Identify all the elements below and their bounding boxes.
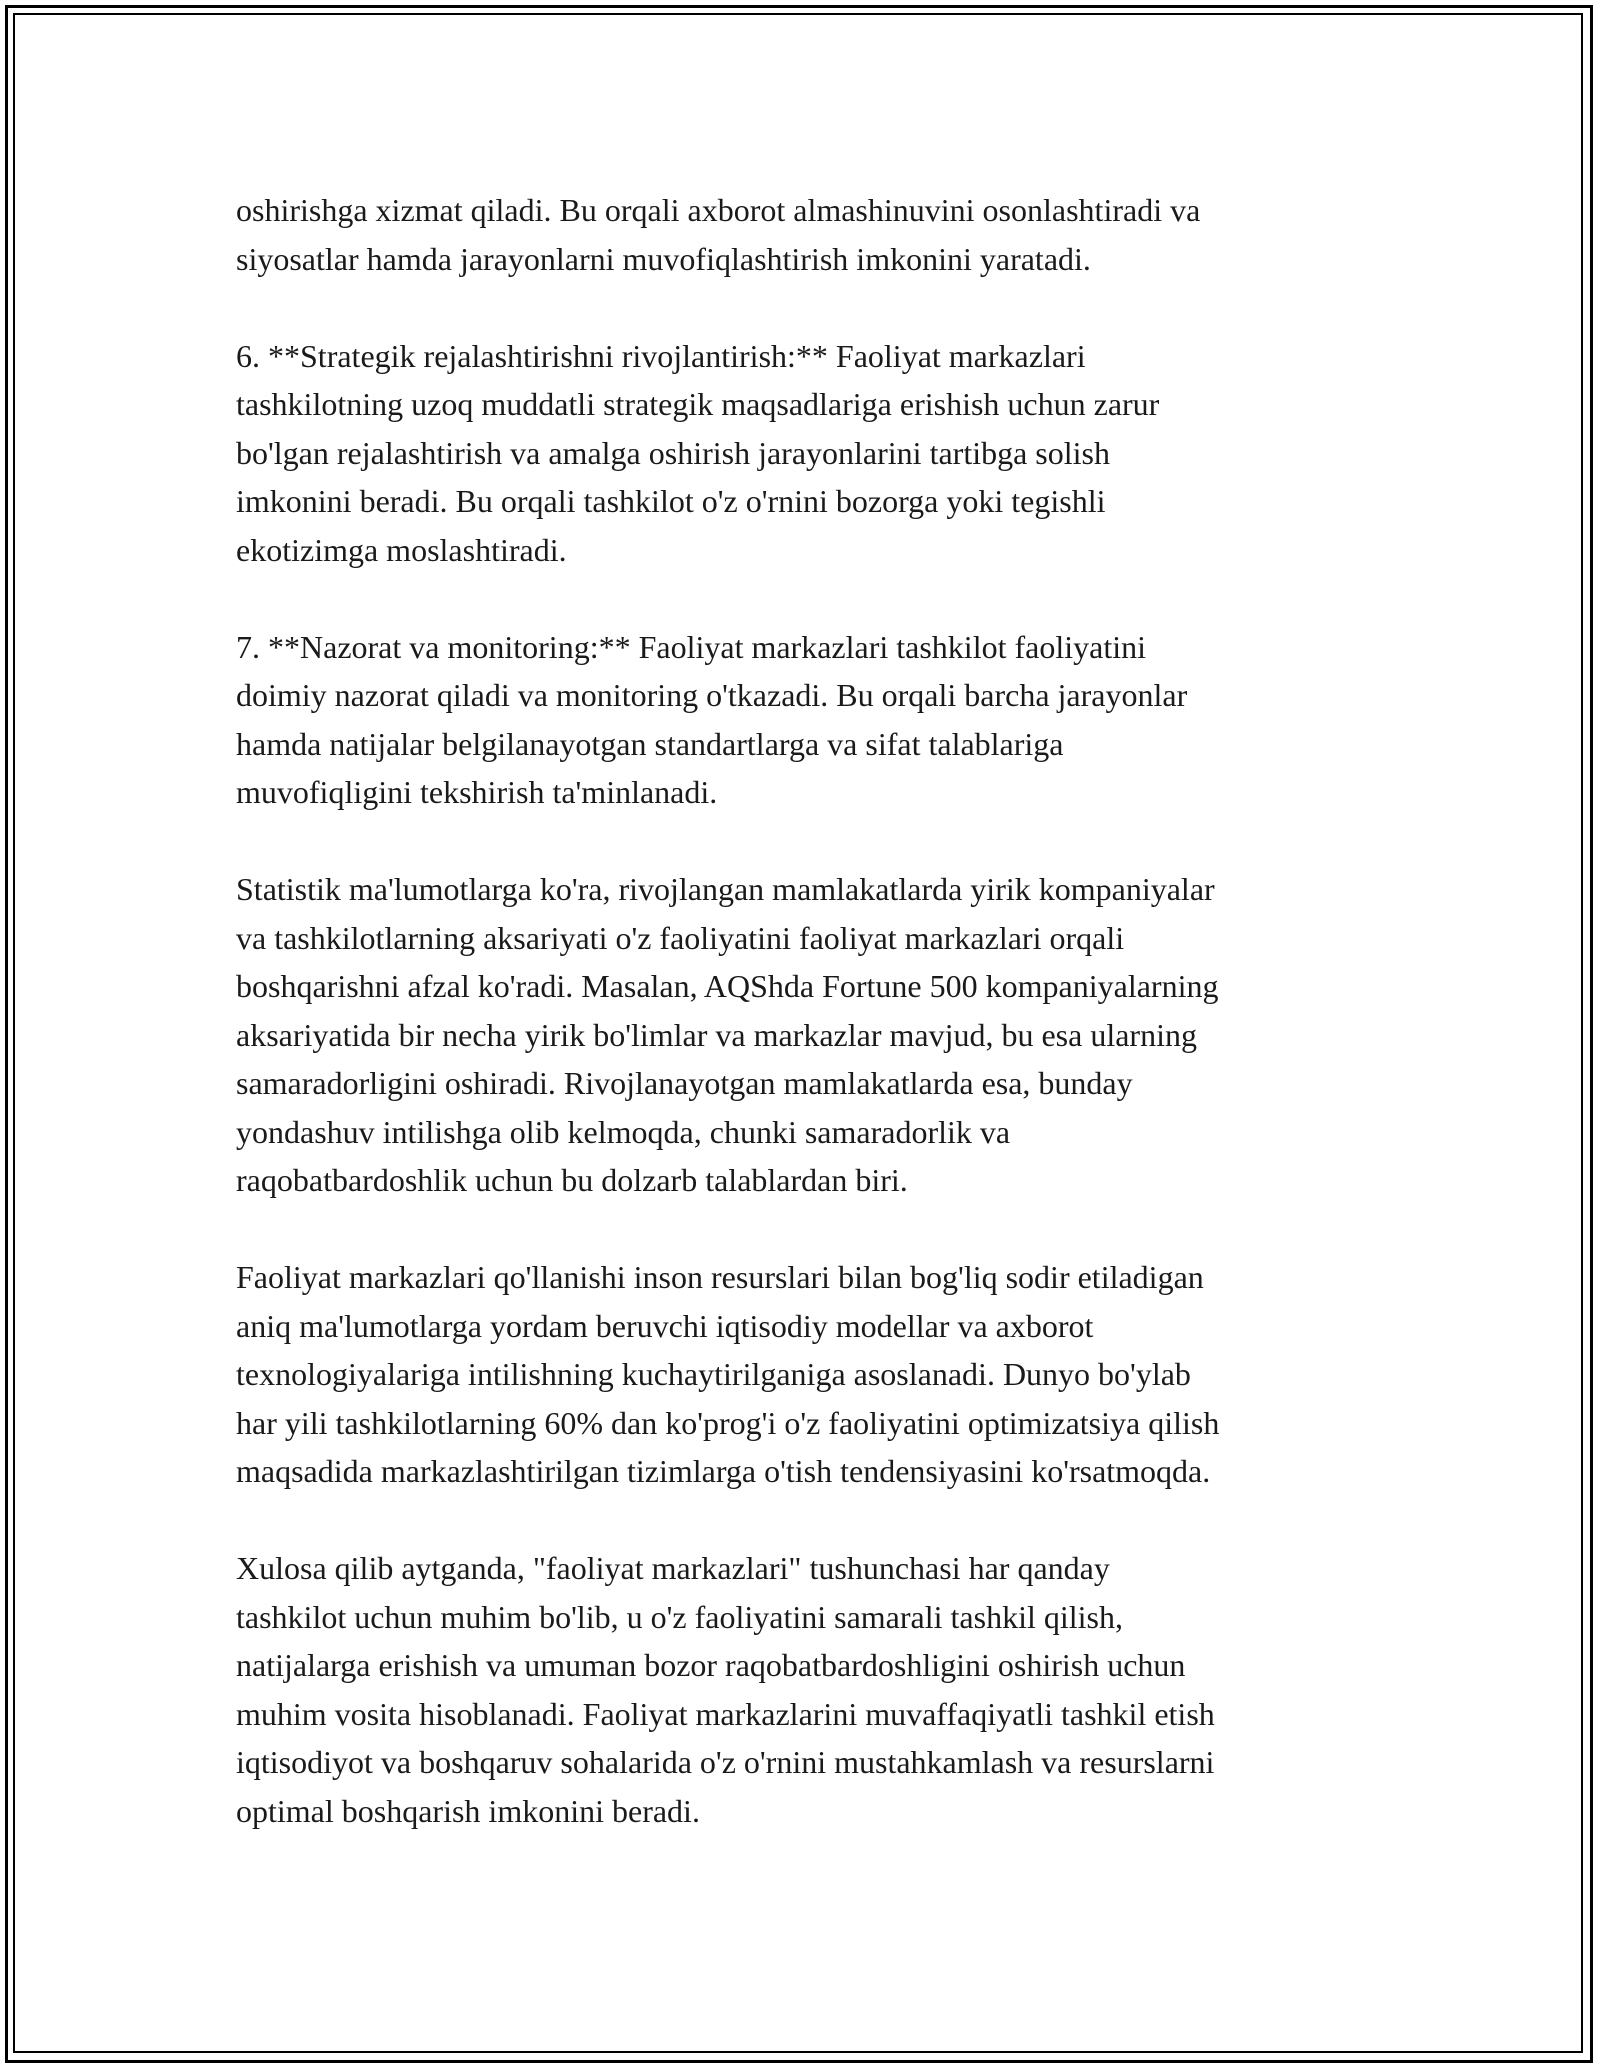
text-line: siyosatlar hamda jarayonlarni muvofiqlashtirish imkonini yaratadi. [236,240,1091,277]
text-line: maqsadida markazlashtirilgan tizimlarga o'tish tendensiyasini ko'rsatmoqda. [236,1453,1211,1489]
paragraph-conclusion [236,1544,1376,1835]
text-line: Statistik ma'lumotlarga ko'ra, rivojlangan mamlakatlarda yirik kompaniyalar [236,871,1215,907]
text-line: har yili tashkilotlarning 60% dan ko'prog'i o'z faoliyatini optimizatsiya qilish [236,1404,1220,1441]
text-line: muvofiqligini tekshirish ta'minlanadi. [236,774,718,810]
text-line: natijalarga erishish va umuman bozor raqobatbardoshligini oshirish uchun [236,1647,1186,1683]
paragraph-item-6 [236,332,1376,575]
text-line: Faoliyat markazlari qo'llanishi inson resurslari bilan bog'liq sodir etiladigan [236,1259,1204,1295]
document-body [236,186,1376,1884]
text-line: ekotizimga moslashtiradi. [236,531,567,568]
text-line: muhim vosita hisoblanadi. Faoliyat markazlarini muvaffaqiyatli tashkil etish [236,1695,1215,1732]
text-line: boshqarishni afzal ko'radi. Masalan, AQShda Fortune 500 kompaniyalarning [236,968,1219,1004]
text-line: hamda natijalar belgilanayotgan standartlarga va sifat talablariga [236,725,1064,762]
text-line: aksariyatida bir necha yirik bo'limlar va markazlar mavjud, bu esa ularning [236,1016,1197,1053]
text-line: aniq ma'lumotlarga yordam beruvchi iqtisodiy modellar va axborot [236,1307,1094,1344]
text-line: raqobatbardoshlik uchun bu dolzarb talablardan biri. [236,1162,908,1198]
text-line: iqtisodiyot va boshqaruv sohalarida o'z o'rnini mustahkamlash va resurslarni [236,1744,1215,1780]
text-line: tashkilotning uzoq muddatli strategik maqsadlariga erishish uchun zarur [236,386,1160,422]
text-line: bo'lgan rejalashtirish va amalga oshirish jarayonlarini tartibga solish [236,434,1110,471]
text-line: doimiy nazorat qiladi va monitoring o'tkazadi. Bu orqali barcha jarayonlar [236,677,1188,713]
paragraph-statistics [236,865,1376,1205]
text-line: texnologiyalariga intilishning kuchaytirilganiga asoslanadi. Dunyo bo'ylab [236,1356,1191,1392]
text-line: optimal boshqarish imkonini beradi. [236,1792,700,1829]
text-line: tashkilot uchun muhim bo'lib, u o'z faoliyatini samarali tashkil qilish, [236,1598,1123,1635]
paragraph-item-7 [236,623,1376,817]
text-line: Xulosa qilib aytganda, "faoliyat markazlari" tushunchasi har qanday [236,1550,1110,1586]
text-line: samaradorligini oshiradi. Rivojlanayotgan mamlakatlarda esa, bunday [236,1065,1133,1101]
text-line: 7. **Nazorat va monitoring:** Faoliyat markazlari tashkilot faoliyatini [236,628,1146,665]
paragraph-application [236,1253,1376,1496]
paragraph-continuation [236,186,1376,283]
text-line: imkonini beradi. Bu orqali tashkilot o'z o'rnini bozorga yoki tegishli [236,483,1106,519]
text-line: yondashuv intilishga olib kelmoqda, chunki samaradorlik va [236,1113,1011,1150]
text-line: 6. **Strategik rejalashtirishni rivojlantirish:** Faoliyat markazlari [236,337,1086,374]
text-line: oshirishga xizmat qiladi. Bu orqali axborot almashinuvini osonlashtiradi va [236,192,1201,228]
text-line: va tashkilotlarning aksariyati o'z faoliyatini faoliyat markazlari orqali [236,919,1125,956]
